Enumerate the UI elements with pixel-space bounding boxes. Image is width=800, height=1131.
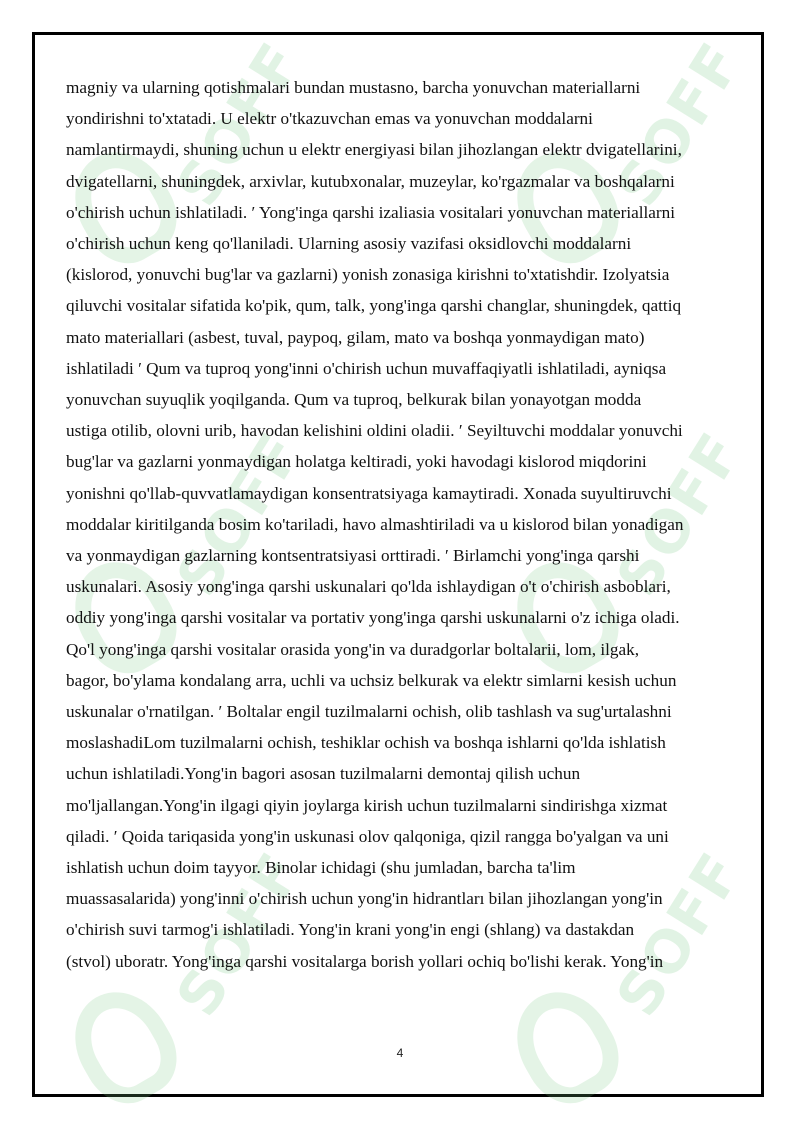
text-line: yondirishni to'xtatadi. U elektr o'tkazuvchan emas va yonuvchan moddalarni (66, 109, 593, 129)
text-line: namlantirmaydi, shuning uchun u elektr energiyasi bilan jihozlangan elektr dvigatellarini, (66, 140, 682, 160)
text-line: o'chirish uchun ishlatiladi. ′ Yong'inga qarshi izaliasia vositalari yonuvchan materiallarni (66, 202, 675, 222)
text-line: bug'lar va gazlarni yonmaydigan holatga keltiradi, yoki havodagi kislorod miqdorini (66, 452, 647, 472)
page-number: 4 (396, 1046, 404, 1060)
text-line: magniy va ularning qotishmalari bundan mustasno, barcha yonuvchan materiallarni (66, 78, 641, 97)
text-line: yonuvchan suyuqlik yoqilganda. Qum va tuproq, belkurak bilan yonayotgan modda (66, 390, 642, 410)
text-line: moddalar kiritilganda bosim ko'tariladi, havo almashtiriladi va u kislorod bilan yonadigan (66, 514, 684, 534)
text-line: va yonmaydigan gazlarning kontsentratsiyasi orttiradi. ′ Birlamchi yong'inga qarshi (66, 546, 640, 566)
text-line: ishlatiladi ′ Qum va tuproq yong'inni o'chirish uchun muvaffaqiyatli ishlatiladi, ayniqsa (66, 358, 667, 378)
text-line: uskunalar o'rnatilgan. ′ Boltalar engil tuzilmalarni ochish, olib tashlash va sug'urtalashni (66, 702, 672, 722)
watermark-text: SOFF (603, 30, 756, 218)
text-line: yonishni qo'llab-quvvatlamaydigan konsentratsiyaga kamaytiradi. Xonada suyultiruvchi (66, 483, 672, 503)
text-line: uskunalari. Asosiy yong'inga qarshi uskunalari qo'lda ishlaydigan o't o'chirish asboblari, (66, 577, 671, 597)
text-line: bagor, bo'ylama kondalang arra, uchli va uchsiz belkurak va elektr simlarni kesish uchun (66, 670, 677, 690)
text-line: moslashadiLom tuzilmalarni ochish, teshiklar ochish va boshqa ishlarni qo'lda ishlatish (66, 733, 666, 753)
text-line: (kislorod, yonuvchi bug'lar va gazlarni) yonish zonasiga kirishni to'xtatishdir. Izolyatsia (66, 265, 670, 285)
text-line: qiladi. ′ Qoida tariqasida yong'in uskunasi olov qalqoniga, qizil rangga bo'yalgan va uni (66, 826, 669, 846)
text-line: (stvol) uboratr. Yong'inga qarshi vositalarga borish yollari ochiq bo'lishi kerak. Yong'in (66, 951, 664, 971)
text-line: uchun ishlatiladi.Yong'in bagori asosan tuzilmalarni demontaj qilish uchun (66, 764, 581, 784)
text-line: o'chirish suvi tarmog'i ishlatiladi. Yong'in krani yong'in engi (shlang) va dastakdan (66, 920, 635, 940)
watermark-text: SOFF (603, 420, 756, 608)
watermark-text: SOFF (163, 30, 316, 218)
text-line: ishlatish uchun doim tayyor. Binolar ichidagi (shu jumladan, barcha ta'lim (66, 858, 576, 878)
text-line: dvigatellarni, shuningdek, arxivlar, kutubxonalar, muzeylar, ko'rgazmalar va boshqalarni (66, 171, 675, 191)
text-line: Qo'l yong'inga qarshi vositalar orasida yong'in va duradgorlar boltalarii, lom, ilgak, (66, 639, 640, 659)
text-line: mo'ljallangan.Yong'in ilgagi qiyin joylarga kirish uchun tuzilmalarni sindirishga xizmat (66, 795, 668, 815)
text-line: qiluvchi vositalar sifatida ko'pik, qum, talk, yong'inga qarshi changlar, shuningdek, qattiq (66, 296, 682, 316)
body-text (66, 72, 746, 977)
text-line: ustiga otilib, olovni urib, havodan kelishini oldini oladii. ′ Seyiltuvchi moddalar yonuvchi (66, 421, 683, 441)
watermark-text: SOFF (163, 840, 316, 1028)
text-line: oddiy yong'inga qarshi vositalar va portativ yong'inga qarshi uskunalarni o'z ichiga oladi. (66, 608, 680, 628)
watermark-text: SOFF (163, 420, 316, 608)
watermark-text: SOFF (603, 840, 756, 1028)
text-line: o'chirish uchun keng qo'llaniladi. Ularning asosiy vazifasi oksidlovchi moddalarni (66, 234, 632, 254)
text-line: muassasalarida) yong'inni o'chirish uchun yong'in hidrantları bilan jihozlangan yong'in (66, 889, 663, 909)
text-line: mato materiallari (asbest, tuval, paypoq, gilam, mato va boshqa yonmaydigan mato) (66, 327, 645, 347)
